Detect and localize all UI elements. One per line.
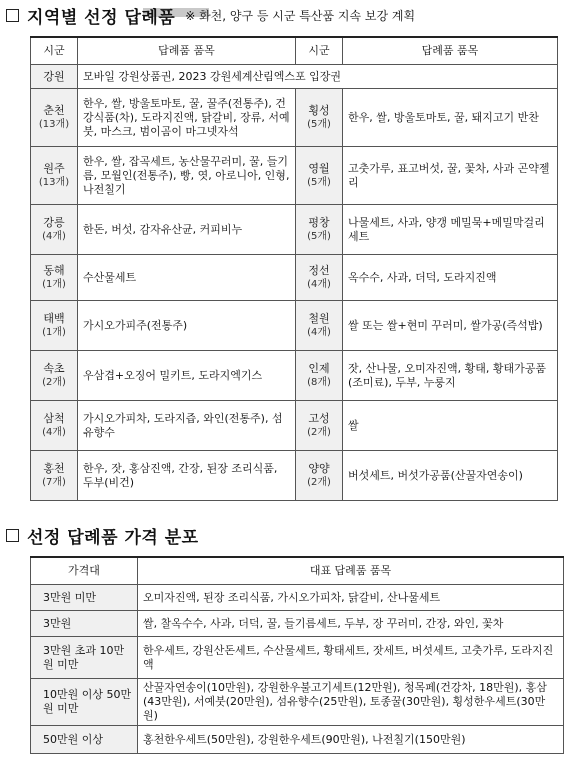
table-row xyxy=(31,451,558,501)
section1-heading xyxy=(6,3,415,28)
section1-title: 지역별 선정 답례품 xyxy=(27,8,176,28)
items-cell: 나물세트, 사과, 양갱 메밀묵+메밀막걸리 세트 xyxy=(343,205,558,255)
region-cell: 춘천 (13개) xyxy=(31,89,78,147)
items-cell: 쌀 xyxy=(343,401,558,451)
region-cell: 강원 xyxy=(31,65,78,89)
price-range-cell: 10만원 이상 50만원 미만 xyxy=(31,679,138,726)
table-row xyxy=(31,351,558,401)
header-items-1: 답례품 품목 xyxy=(78,37,296,65)
items-cell: 모바일 강원상품권, 2023 강원세계산림엑스포 입장권 xyxy=(78,65,558,89)
table-row xyxy=(31,679,564,726)
price-range-cell: 3만원 xyxy=(31,611,138,637)
region-cell: 횡성 (5개) xyxy=(296,89,343,147)
region-cell: 인제 (8개) xyxy=(296,351,343,401)
table-row-gangwon xyxy=(31,65,558,89)
items-cell: 수산물세트 xyxy=(78,255,296,301)
region-cell: 홍천 (7개) xyxy=(31,451,78,501)
header-region-2: 시군 xyxy=(296,37,343,65)
table-row xyxy=(31,147,558,205)
table-row xyxy=(31,301,558,351)
section1-note: ※ 화천, 양구 등 시군 특산품 지속 보강 계획 xyxy=(185,9,416,23)
region-cell: 강릉 (4개) xyxy=(31,205,78,255)
price-table xyxy=(30,556,564,754)
items-cell: 오미자진액, 된장 조리식품, 가시오가피차, 닭갈비, 산나물세트 xyxy=(138,585,564,611)
region-cell: 철원 (4개) xyxy=(296,301,343,351)
section2-title: 선정 답례품 가격 분포 xyxy=(27,528,199,548)
items-cell: 한우, 쌀, 잡곡세트, 농산물꾸러미, 꿀, 들기름, 모월인(전통주), 빵, 엿, 아로니아, 인형, 나전칠기 xyxy=(78,147,296,205)
items-cell: 고춧가루, 표고버섯, 꿀, 꽃차, 사과 곤약젤리 xyxy=(343,147,558,205)
items-cell: 한돈, 버섯, 감자유산균, 커피비누 xyxy=(78,205,296,255)
table-row xyxy=(31,611,564,637)
region-cell: 원주 (13개) xyxy=(31,147,78,205)
items-cell: 한우세트, 강원산돈세트, 수산물세트, 황태세트, 잣세트, 버섯세트, 고춧가루, 도라지진액 xyxy=(138,637,564,679)
region-cell: 속초 (2개) xyxy=(31,351,78,401)
checkbox-square-icon xyxy=(6,9,19,22)
items-cell: 쌀, 찰옥수수, 사과, 더덕, 꿀, 들기름세트, 두부, 장 꾸러미, 간장, 와인, 꽃차 xyxy=(138,611,564,637)
region-cell: 양양 (2개) xyxy=(296,451,343,501)
region-cell: 평창 (5개) xyxy=(296,205,343,255)
region-cell: 정선 (4개) xyxy=(296,255,343,301)
section2-heading xyxy=(6,523,199,548)
table-row xyxy=(31,401,558,451)
region-cell: 동해 (1개) xyxy=(31,255,78,301)
table-row xyxy=(31,89,558,147)
header-price-range: 가격대 xyxy=(31,557,138,585)
items-cell: 홍천한우세트(50만원), 강원한우세트(90만원), 나전칠기(150만원) xyxy=(138,726,564,754)
checkbox-square-icon xyxy=(6,529,19,542)
table-row xyxy=(31,205,558,255)
region-cell: 영월 (5개) xyxy=(296,147,343,205)
region-cell: 삼척 (4개) xyxy=(31,401,78,451)
items-cell: 버섯세트, 버섯가공품(산꿀자연송이) xyxy=(343,451,558,501)
items-cell: 한우, 잣, 홍삼진액, 간장, 된장 조리식품, 두부(비건) xyxy=(78,451,296,501)
items-cell: 산꿀자연송이(10만원), 강원한우불고기세트(12만원), 청목페(건강차, 18만원), 홍삼(43만원), 서예붓(20만원), 섬유향수(25만원), 토종꿀(30만원), 횡성한우세트(30만원) xyxy=(138,679,564,726)
price-range-cell: 3만원 초과 10만원 미만 xyxy=(31,637,138,679)
items-cell: 한우, 쌀, 방울토마토, 꿀, 돼지고기 반찬 xyxy=(343,89,558,147)
items-cell: 옥수수, 사과, 더덕, 도라지진액 xyxy=(343,255,558,301)
header-region-1: 시군 xyxy=(31,37,78,65)
table-row xyxy=(31,637,564,679)
items-cell: 가시오가피차, 도라지즙, 와인(전통주), 섬유향수 xyxy=(78,401,296,451)
price-range-cell: 50만원 이상 xyxy=(31,726,138,754)
items-cell: 한우, 쌀, 방울토마토, 꿀, 꿀주(전통주), 건강식품(차), 도라지진액, 닭갈비, 장류, 서예붓, 마스크, 범이곰이 마그넷자석 xyxy=(78,89,296,147)
table-row xyxy=(31,585,564,611)
price-range-cell: 3만원 미만 xyxy=(31,585,138,611)
header-items: 대표 답례품 품목 xyxy=(138,557,564,585)
region-cell: 태백 (1개) xyxy=(31,301,78,351)
header-items-2: 답례품 품목 xyxy=(343,37,558,65)
items-cell: 쌀 또는 쌀+현미 꾸러미, 쌀가공(즉석밥) xyxy=(343,301,558,351)
region-cell: 고성 (2개) xyxy=(296,401,343,451)
table-row xyxy=(31,255,558,301)
region-table xyxy=(30,36,558,501)
items-cell: 가시오가피주(전통주) xyxy=(78,301,296,351)
items-cell: 우삼겹+오징어 밀키트, 도라지엑기스 xyxy=(78,351,296,401)
table-row xyxy=(31,726,564,754)
items-cell: 잣, 산나물, 오미자진액, 황태, 황태가공품(조미료), 두부, 누룽지 xyxy=(343,351,558,401)
